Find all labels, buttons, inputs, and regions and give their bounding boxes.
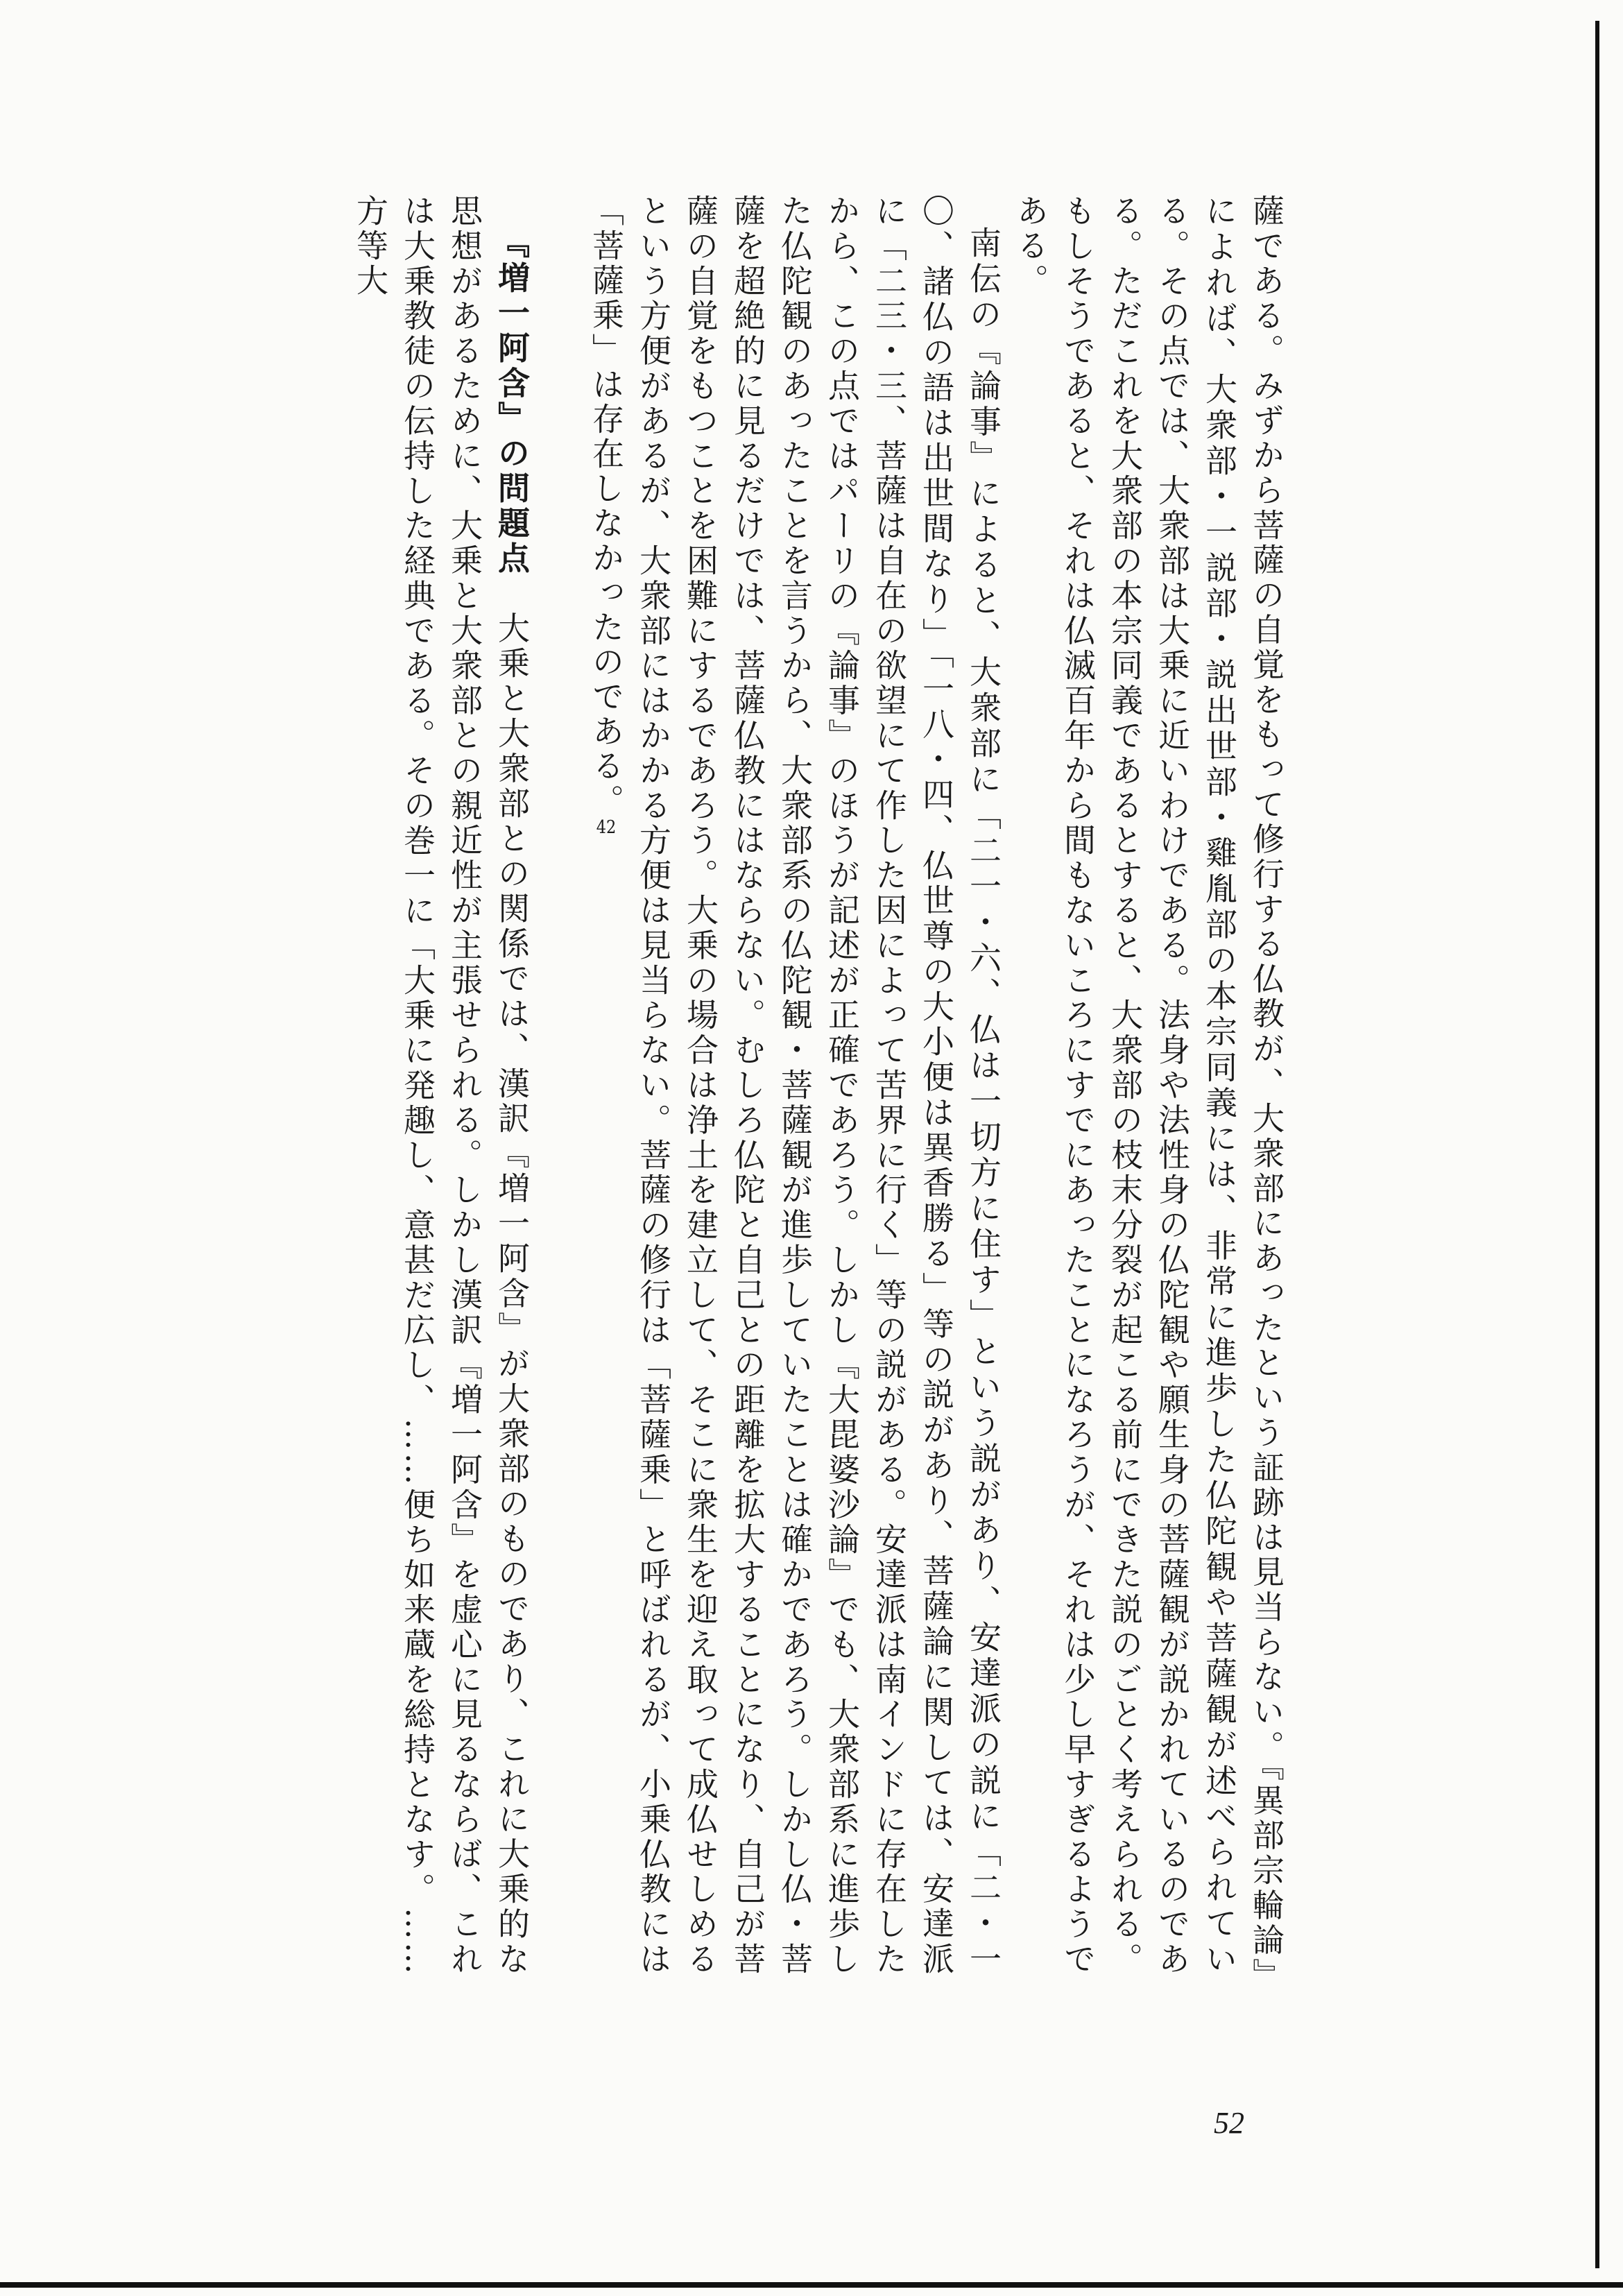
section-gap [535,194,583,1977]
paragraph-3-text: 大乗と大衆部との関係では、漢訳『増一阿含』が大衆部のものであり、これに大乗的な思想があるために、大乗と大衆部との親近性が主張せられる。しかし漢訳『増一阿含』を虚心に見るならば、これは大乗教徒の伝持した経典である。その巻一に「大乗に発趣し、意甚だ広し、……便ち如来蔵を総持となす。……方等大 [352,194,531,1978]
paragraph-2-text: 南伝の『論事』によると、大衆部に「二一・六、仏は一切方に住す」という説があり、安達派の説に「二・一〇、諸仏の語は出世間なり」「一八・四、仏世尊の大小便は異香勝る」等の説があり、菩薩論に関しては、安達派に「二三・三、菩薩は自在の欲望にて作した因によって苦界に行く」等の説がある。安達派は南インドに存在したから、この点ではパーリの『論事』のほうが記述が正確であろう。しかし『大毘婆沙論』でも、大衆部系に進歩した仏陀観のあったことを言うから、大衆部系の仏陀観・菩薩観が進歩していたことは確かであろう。しかし仏・菩薩を超絶的に見るだけでは、菩薩仏教にはならない。むしろ仏陀と自己との距離を拡大することになり、自己が菩薩の自覚をもつことを困難にするであろう。大乗の場合は浄土を建立して、そこに衆生を迎え取って成仏せしめるという方便があるが、大衆部にはかかる方便は見当らない。菩薩の修行は「菩薩乗」と呼ばれるが、小乗仏教には「菩薩乗」は存在しなかったのである。 [587,194,1002,1978]
paragraph-2 [583,194,1007,1977]
vertical-text-body [347,194,1290,1977]
paragraph-1: 薩である。みずから菩薩の自覚をもって修行する仏教が、大衆部にあったという証跡は見当らない。『異部宗輪論』によれば、大衆部・一説部・説出世部・雞胤部の本宗同義には、非常に進歩した仏陀観や菩薩観が述べられている。その点では、大衆部は大乗に近いわけである。法身や法性身の仏陀観や願生身の菩薩観が説かれているのである。ただこれを大衆部の本宗同義であるとすると、大衆部の枝末分裂が起こる前にできた説のごとく考えられる。もしそうであると、それは仏滅百年から間もないころにすでにあったことになろうが、それは少し早すぎるようである。 [1012,194,1285,1977]
paragraph-3 [347,194,535,1977]
bottom-edge-rule [0,2282,1623,2288]
right-edge-rule [1595,21,1599,2268]
footnote-reference: 42 [596,819,617,837]
section-heading: 『増一阿含』の問題点 [493,226,531,576]
page-number: 52 [1214,2106,1244,2140]
